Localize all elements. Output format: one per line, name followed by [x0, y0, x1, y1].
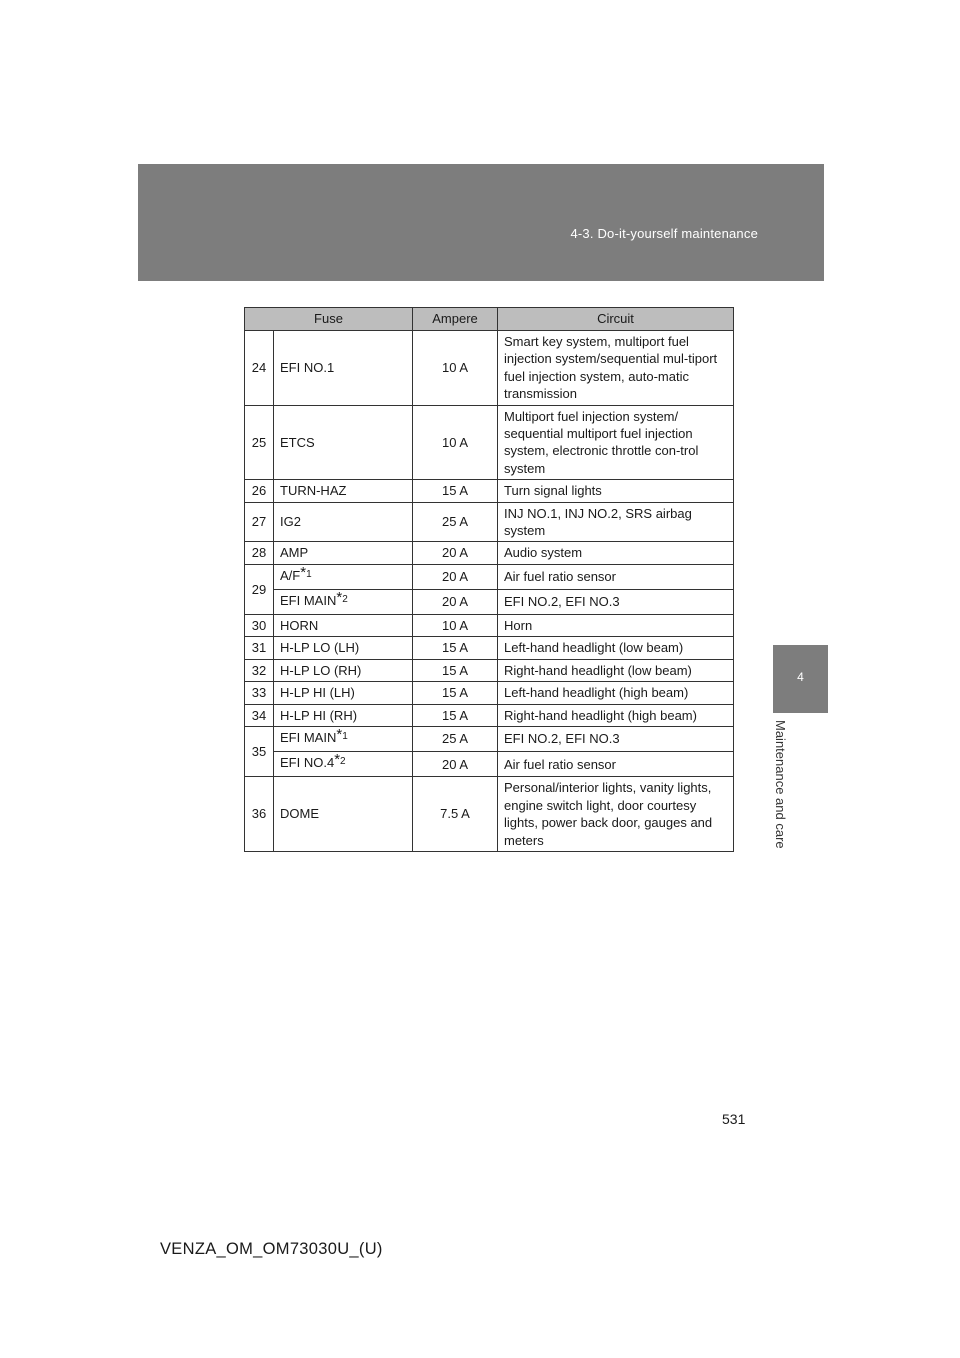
- fuse-name: H-LP LO (RH): [274, 659, 413, 681]
- fuse-name-cell: [274, 589, 413, 614]
- column-header-fuse: Fuse: [245, 308, 413, 331]
- table-row: [245, 564, 734, 589]
- table-row: [245, 637, 734, 659]
- fuse-circuit: Right-hand headlight (low beam): [498, 659, 734, 681]
- fuse-name: EFI MAIN: [280, 730, 337, 746]
- fuse-circuit: Air fuel ratio sensor: [498, 564, 734, 589]
- fuse-ampere: 15 A: [413, 682, 498, 704]
- fuse-circuit: Personal/interior lights, vanity lights, engine switch light, door courtesy lights, power back door, gauges and meters: [498, 777, 734, 852]
- chapter-side-label-text: Maintenance and care: [773, 720, 788, 849]
- fuse-name: IG2: [274, 502, 413, 542]
- fuse-ampere: 15 A: [413, 659, 498, 681]
- fuse-ampere: 25 A: [413, 727, 498, 752]
- chapter-tab: [773, 645, 828, 713]
- fuse-circuit: EFI NO.2, EFI NO.3: [498, 727, 734, 752]
- fuse-table: [244, 307, 734, 852]
- fuse-name-cell: [274, 727, 413, 752]
- fuse-number: 32: [245, 659, 274, 681]
- table-row: [245, 615, 734, 637]
- fuse-name: ETCS: [274, 405, 413, 480]
- fuse-number: 24: [245, 331, 274, 406]
- footnote-number: 1: [342, 731, 348, 743]
- fuse-circuit: Smart key system, multiport fuel injection system/sequential mul-tiport fuel injection system, auto-matic transmission: [498, 331, 734, 406]
- fuse-circuit: Multiport fuel injection system/ sequential multiport fuel injection system, electronic throttle con-trol system: [498, 405, 734, 480]
- document-code: VENZA_OM_OM73030U_(U): [160, 1240, 383, 1258]
- footnote-ref: [334, 751, 346, 769]
- fuse-circuit: Turn signal lights: [498, 480, 734, 502]
- fuse-name: HORN: [274, 615, 413, 637]
- table-row: [245, 777, 734, 852]
- fuse-number: 36: [245, 777, 274, 852]
- footnote-star: *: [334, 751, 341, 769]
- footnote-star: *: [336, 588, 343, 606]
- table-row: [245, 405, 734, 480]
- fuse-name: EFI NO.1: [274, 331, 413, 406]
- chapter-side-label: [773, 720, 797, 880]
- fuse-circuit: Left-hand headlight (high beam): [498, 682, 734, 704]
- table-row: [245, 682, 734, 704]
- fuse-table-body: [245, 331, 734, 852]
- section-header-band: [138, 164, 824, 281]
- fuse-name: AMP: [274, 542, 413, 564]
- fuse-ampere: 15 A: [413, 637, 498, 659]
- table-row: [245, 589, 734, 614]
- fuse-ampere: 20 A: [413, 589, 498, 614]
- fuse-name: DOME: [274, 777, 413, 852]
- fuse-name: A/F: [280, 567, 301, 583]
- fuse-number: 31: [245, 637, 274, 659]
- column-header-ampere: Ampere: [413, 308, 498, 331]
- fuse-number: 35: [245, 727, 274, 777]
- fuse-ampere: 10 A: [413, 405, 498, 480]
- fuse-ampere: 7.5 A: [413, 777, 498, 852]
- fuse-circuit: Horn: [498, 615, 734, 637]
- chapter-tab-number: 4: [797, 670, 804, 684]
- fuse-ampere: 10 A: [413, 615, 498, 637]
- fuse-ampere: 15 A: [413, 480, 498, 502]
- fuse-number: 25: [245, 405, 274, 480]
- footnote-ref: [336, 588, 348, 606]
- fuse-name: H-LP HI (RH): [274, 704, 413, 726]
- fuse-circuit: Air fuel ratio sensor: [498, 752, 734, 777]
- table-row: [245, 727, 734, 752]
- footnote-ref: [300, 563, 312, 581]
- table-row: [245, 331, 734, 406]
- table-header-row: [245, 308, 734, 331]
- fuse-number: 30: [245, 615, 274, 637]
- section-title: 4-3. Do-it-yourself maintenance: [570, 226, 758, 241]
- fuse-ampere: 15 A: [413, 704, 498, 726]
- fuse-name: EFI MAIN: [280, 592, 337, 608]
- fuse-circuit: Audio system: [498, 542, 734, 564]
- table-row: [245, 502, 734, 542]
- column-header-circuit: Circuit: [498, 308, 734, 331]
- footnote-number: 2: [340, 756, 346, 768]
- footnote-number: 1: [306, 568, 312, 580]
- fuse-ampere: 20 A: [413, 564, 498, 589]
- fuse-number: 29: [245, 564, 274, 614]
- table-row: [245, 480, 734, 502]
- fuse-name: EFI NO.4: [280, 755, 335, 771]
- fuse-circuit: Left-hand headlight (low beam): [498, 637, 734, 659]
- footnote-star: *: [336, 726, 343, 744]
- fuse-name-cell: [274, 752, 413, 777]
- fuse-name: H-LP HI (LH): [274, 682, 413, 704]
- fuse-name: H-LP LO (LH): [274, 637, 413, 659]
- fuse-number: 28: [245, 542, 274, 564]
- fuse-ampere: 10 A: [413, 331, 498, 406]
- fuse-number: 34: [245, 704, 274, 726]
- fuse-number: 26: [245, 480, 274, 502]
- table-row: [245, 542, 734, 564]
- fuse-ampere: 25 A: [413, 502, 498, 542]
- fuse-circuit: INJ NO.1, INJ NO.2, SRS airbag system: [498, 502, 734, 542]
- fuse-name-cell: [274, 564, 413, 589]
- page-number: 531: [722, 1111, 746, 1127]
- fuse-number: 33: [245, 682, 274, 704]
- fuse-ampere: 20 A: [413, 752, 498, 777]
- fuse-circuit: Right-hand headlight (high beam): [498, 704, 734, 726]
- fuse-number: 27: [245, 502, 274, 542]
- footnote-ref: [336, 726, 348, 744]
- table-row: [245, 752, 734, 777]
- footnote-number: 2: [342, 593, 348, 605]
- table-row: [245, 659, 734, 681]
- footnote-star: *: [300, 563, 307, 581]
- fuse-circuit: EFI NO.2, EFI NO.3: [498, 589, 734, 614]
- fuse-name: TURN-HAZ: [274, 480, 413, 502]
- table-row: [245, 704, 734, 726]
- fuse-ampere: 20 A: [413, 542, 498, 564]
